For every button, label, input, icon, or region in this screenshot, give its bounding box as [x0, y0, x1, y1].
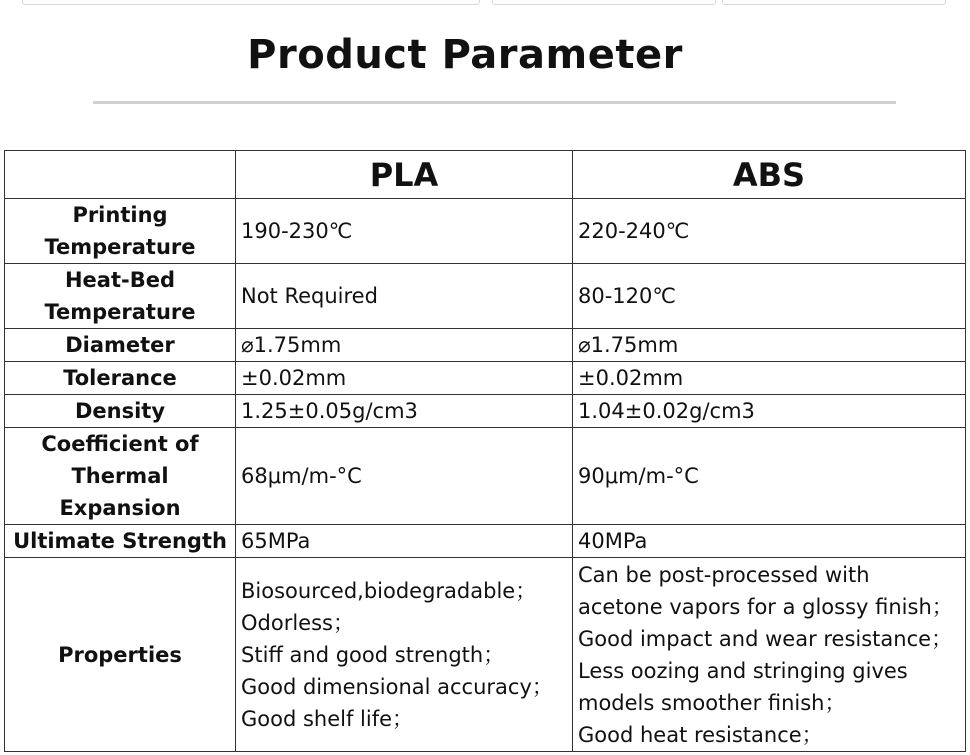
table-row	[5, 264, 966, 329]
abs-property: Less oozing and stringing gives models smoother finish；	[578, 658, 908, 715]
pla-value: 65MPa	[236, 525, 573, 558]
pla-property: Good shelf life；	[241, 706, 414, 731]
table-row	[5, 329, 966, 362]
pla-value: Not Required	[236, 264, 573, 329]
pla-value: 1.25±0.05g/cm3	[236, 395, 573, 428]
top-tab-outline	[722, 0, 946, 5]
abs-property: Can be post-processed with acetone vapors for a glossy finish；	[578, 562, 953, 619]
row-label: Printing Temperature	[5, 199, 236, 264]
table-row	[5, 428, 966, 525]
top-tab-outline	[22, 0, 480, 5]
abs-properties	[573, 558, 966, 752]
column-header-abs: ABS	[573, 151, 966, 199]
column-header-empty	[5, 151, 236, 199]
row-label: Ultimate Strength	[5, 525, 236, 558]
product-parameter-table	[4, 150, 966, 752]
abs-value: 40MPa	[573, 525, 966, 558]
row-label: Diameter	[5, 329, 236, 362]
abs-value: ±0.02mm	[573, 362, 966, 395]
abs-value: 1.04±0.02g/cm3	[573, 395, 966, 428]
page-title: Product Parameter	[247, 32, 683, 78]
row-label: Coefficient of Thermal Expansion	[5, 428, 236, 525]
title-divider	[93, 101, 896, 104]
pla-property: Odorless；	[241, 610, 354, 635]
pla-property: Biosourced,biodegradable；	[241, 578, 537, 603]
pla-value: 190-230℃	[236, 199, 573, 264]
column-header-pla: PLA	[236, 151, 573, 199]
table-row	[5, 525, 966, 558]
abs-property: Good heat resistance；	[578, 722, 823, 747]
pla-property: Good dimensional accuracy；	[241, 674, 553, 699]
pla-value: ⌀1.75mm	[236, 329, 573, 362]
top-tab-outline	[492, 0, 716, 5]
pla-value: ±0.02mm	[236, 362, 573, 395]
abs-value: 90μm/m-°C	[573, 428, 966, 525]
row-label: Tolerance	[5, 362, 236, 395]
table-header-row	[5, 151, 966, 199]
table-row	[5, 362, 966, 395]
table-row-properties	[5, 558, 966, 752]
row-label: Properties	[5, 558, 236, 752]
pla-properties	[236, 558, 573, 752]
abs-value: 80-120℃	[573, 264, 966, 329]
abs-property: Good impact and wear resistance；	[578, 626, 953, 651]
table-row	[5, 395, 966, 428]
top-tab-outlines	[0, 0, 970, 6]
pla-property: Stiff and good strength；	[241, 642, 505, 667]
row-label: Density	[5, 395, 236, 428]
abs-value: ⌀1.75mm	[573, 329, 966, 362]
table-row	[5, 199, 966, 264]
row-label: Heat-Bed Temperature	[5, 264, 236, 329]
abs-value: 220-240℃	[573, 199, 966, 264]
pla-value: 68μm/m-°C	[236, 428, 573, 525]
